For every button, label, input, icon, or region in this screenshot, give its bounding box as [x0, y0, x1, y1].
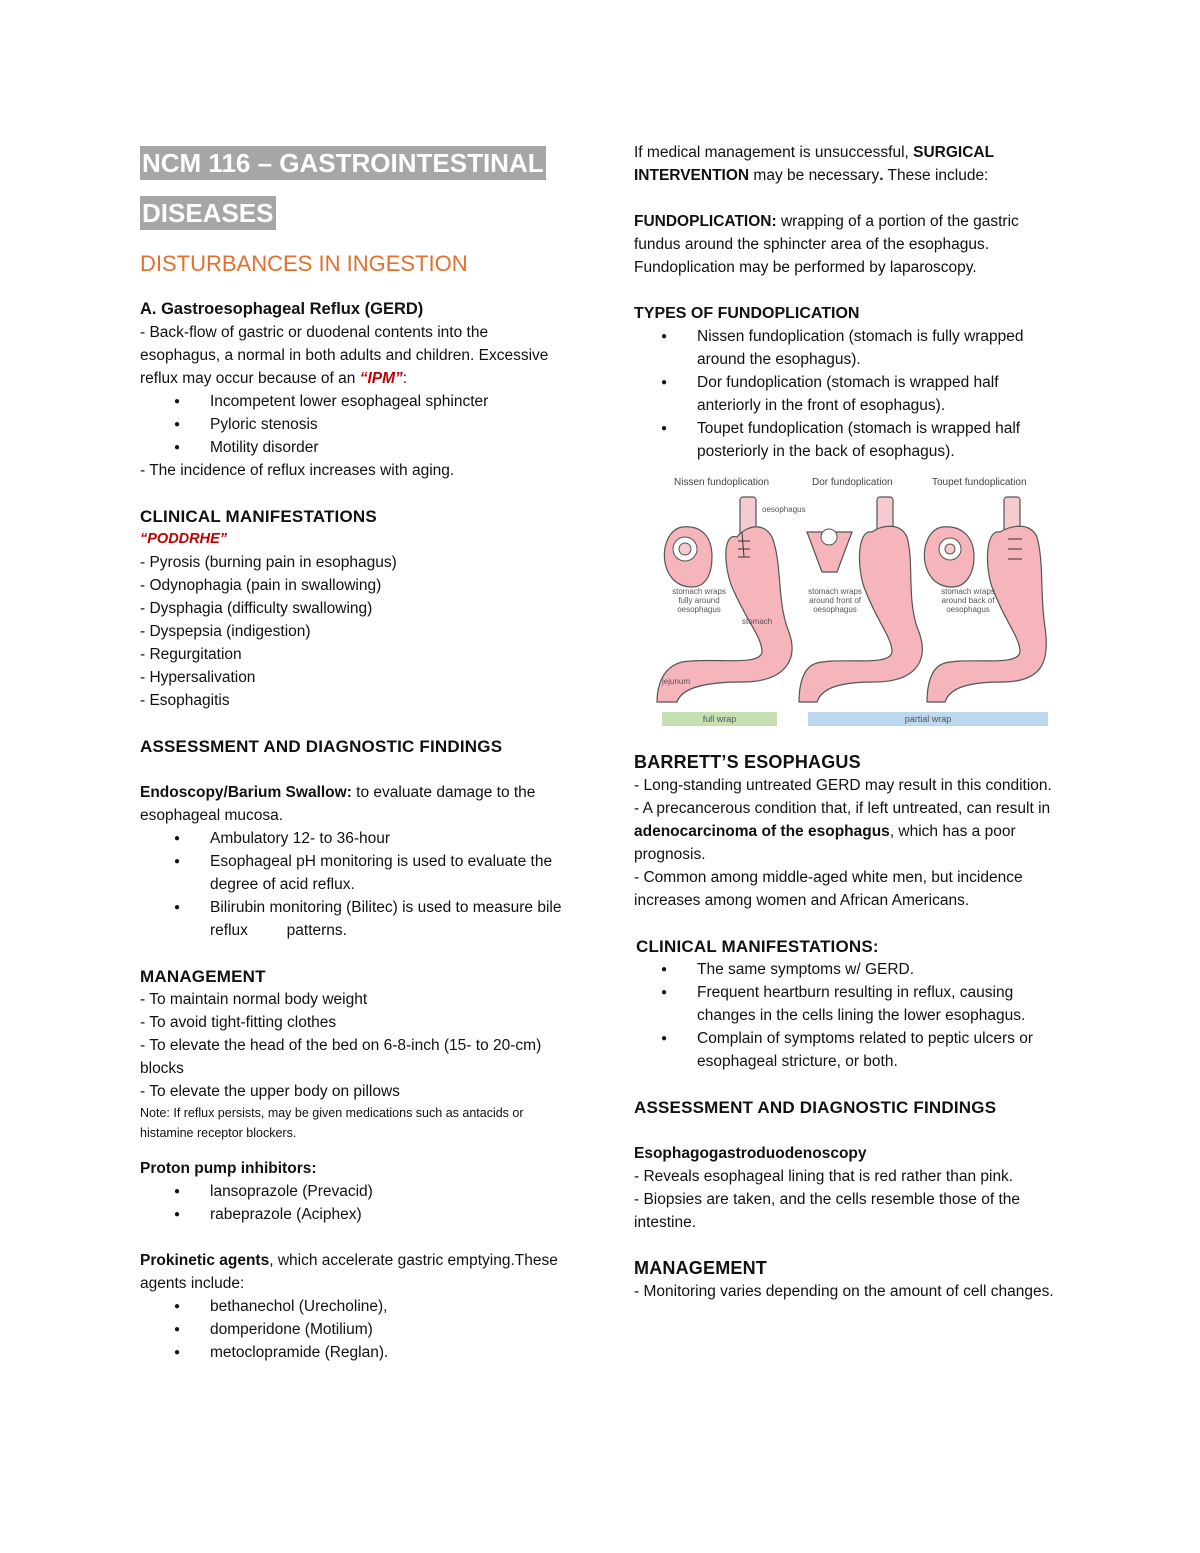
- surgical-text-2: may be necessary: [749, 167, 880, 184]
- types-heading: TYPES OF FUNDOPLICATION: [634, 305, 860, 322]
- list-item: ● Incompetent lower esophageal sphincter: [140, 390, 570, 413]
- nissen-label: Nissen fundoplication: [674, 477, 770, 488]
- barrett-paragraph-1: - Long-standing untreated GERD may result in this condition.: [634, 777, 1052, 794]
- list-item: ● Esophageal pH monitoring is used to evaluate the degree of acid reflux.: [140, 850, 570, 896]
- title-block: [140, 140, 550, 240]
- barrett-paragraph-3: - Common among middle-aged white men, but incidence increases among women and African Americans.: [634, 869, 1023, 909]
- clinical-item: - Regurgitation: [140, 646, 242, 663]
- clinical-item: - Odynophagia (pain in swallowing): [140, 577, 382, 594]
- gerd-intro: [140, 321, 570, 390]
- wrap-label-back: stomach wraps around back of oesophagus: [941, 587, 995, 614]
- list-item: ● Nissen fundoplication (stomach is fully wrapped around the esophagus).: [634, 325, 1064, 371]
- ppi-label: Proton pump inhibitors:: [140, 1160, 317, 1177]
- prokinetic-list: [140, 1295, 570, 1364]
- list-item: ● bethanechol (Urecholine),: [140, 1295, 570, 1318]
- management2-heading: MANAGEMENT: [634, 1258, 767, 1278]
- surgical-intervention: SURGICAL INTERVENTION: [634, 144, 994, 184]
- list-item: ● Complain of symptoms related to peptic ulcers or esophageal stricture, or both.: [634, 1027, 1064, 1073]
- oesophagus-label: oesophagus: [762, 505, 806, 514]
- wrap-label-full: stomach wraps fully around oesophagus: [672, 587, 726, 614]
- clinical-item: - Dysphagia (difficulty swallowing): [140, 600, 373, 617]
- assessment-list: [140, 827, 570, 942]
- surgical-paragraph: [634, 141, 1064, 187]
- fundoplication-text: wrapping of a portion of the gastric fundus around the sphincter area of the esophagus. Fundoplication may be performed by laparoscopy.: [634, 213, 1019, 276]
- list-item: ● Ambulatory 12- to 36-hour: [140, 827, 570, 850]
- fundoplication-paragraph: [634, 210, 1064, 279]
- endoscopy-text: to evaluate damage to the esophageal mucosa.: [140, 784, 536, 824]
- partial-wrap-bar: partial wrap: [808, 712, 1048, 726]
- management-note: Note: If reflux persists, may be given medications such as antacids or histamine receptor blockers.: [140, 1106, 524, 1140]
- surgical-text-3: These include:: [883, 167, 989, 184]
- prokinetic-paragraph: [140, 1249, 570, 1295]
- page-title: NCM 116 – GASTROINTESTINAL DISEASES: [142, 148, 544, 228]
- right-column: [634, 141, 1064, 1303]
- management2-text: - Monitoring varies depending on the amount of cell changes.: [634, 1283, 1054, 1300]
- gerd-causes-list: [140, 390, 570, 459]
- assessment2-item: - Reveals esophageal lining that is red rather than pink.: [634, 1168, 1014, 1185]
- full-wrap-bar: full wrap: [662, 712, 777, 726]
- management-heading: MANAGEMENT: [140, 967, 266, 986]
- clinical-item: - Esophagitis: [140, 692, 230, 709]
- list-item: ● domperidone (Motilium): [140, 1318, 570, 1341]
- prokinetic-text: , which accelerate gastric emptying.These agents include:: [140, 1252, 558, 1292]
- ppi-list: [140, 1180, 570, 1226]
- management-item: - To avoid tight-fitting clothes: [140, 1014, 337, 1031]
- toupet-label: Toupet fundoplication: [932, 477, 1027, 488]
- clinical2-list: [634, 958, 1064, 1073]
- assessment2-heading: ASSESSMENT AND DIAGNOSTIC FINDINGS: [634, 1098, 997, 1117]
- list-item: ● Frequent heartburn resulting in reflux, causing changes in the cells lining the lower esophagus.: [634, 981, 1064, 1027]
- clinical-item: - Dyspepsia (indigestion): [140, 623, 311, 640]
- list-item: ● Pyloric stenosis: [140, 413, 570, 436]
- assessment2-item: - Biopsies are taken, and the cells resemble those of the intestine.: [634, 1191, 1020, 1231]
- gerd-heading: A. Gastroesophageal Reflux (GERD): [140, 300, 424, 318]
- fundoplication-figure: [652, 477, 1052, 729]
- section-heading-ingestion: DISTURBANCES IN INGESTION: [140, 251, 468, 276]
- list-item: ● Toupet fundoplication (stomach is wrapped half posteriorly in the back of esophagus).: [634, 417, 1064, 463]
- list-item: ● Dor fundoplication (stomach is wrapped half anteriorly in the front of esophagus).: [634, 371, 1064, 417]
- left-column: [140, 140, 570, 1364]
- jejunum-label: jejunum: [662, 677, 691, 686]
- wrap-label-front: stomach wraps around front of oesophagus: [808, 587, 862, 614]
- barrett-paragraph-2: [634, 797, 1064, 866]
- types-list: [634, 325, 1064, 463]
- list-item: ● Bilirubin monitoring (Bilitec) is used to measure bile reflux patterns.: [140, 896, 570, 942]
- egd-label: Esophagogastroduodenoscopy: [634, 1145, 867, 1162]
- gerd-intro-text: - Back-flow of gastric or duodenal contents into the esophagus, a normal in both adults and children. Excessive reflux may occur because of an: [140, 324, 549, 387]
- dor-label: Dor fundoplication: [812, 477, 893, 488]
- surgical-text: If medical management is unsuccessful,: [634, 144, 914, 161]
- clinical2-heading: CLINICAL MANIFESTATIONS:: [636, 937, 879, 956]
- list-item: ● metoclopramide (Reglan).: [140, 1341, 570, 1364]
- ipm-mnemonic: “IPM”: [359, 370, 403, 387]
- barrett-heading: BARRETT’S ESOPHAGUS: [634, 752, 861, 772]
- stomach-label: stomach: [742, 617, 773, 626]
- gerd-intro-end: :: [402, 370, 408, 387]
- clinical-heading: CLINICAL MANIFESTATIONS: [140, 507, 377, 526]
- list-item: ● lansoprazole (Prevacid): [140, 1180, 570, 1203]
- management-item: - To maintain normal body weight: [140, 991, 368, 1008]
- prokinetic-label: Prokinetic agents: [140, 1252, 270, 1269]
- fundoplication-label: FUNDOPLICATION:: [634, 213, 777, 230]
- assessment-heading: ASSESSMENT AND DIAGNOSTIC FINDINGS: [140, 737, 503, 756]
- management-item: - To elevate the head of the bed on 6-8-inch (15- to 20-cm) blocks: [140, 1037, 542, 1077]
- barrett-text-2: , which has a poor prognosis.: [634, 823, 1016, 863]
- poddrhe-mnemonic: “PODDRHE”: [140, 531, 228, 547]
- endoscopy-paragraph: [140, 781, 570, 827]
- list-item: ● The same symptoms w/ GERD.: [634, 958, 1064, 981]
- endoscopy-label: Endoscopy/Barium Swallow:: [140, 784, 352, 801]
- barrett-text: - A precancerous condition that, if left untreated, can result in: [634, 800, 1051, 817]
- adenocarcinoma-term: adenocarcinoma of the esophagus: [634, 823, 890, 840]
- gerd-incidence: - The incidence of reflux increases with aging.: [140, 462, 455, 479]
- clinical-item: - Hypersalivation: [140, 669, 256, 686]
- list-item: ● Motility disorder: [140, 436, 570, 459]
- list-item: ● rabeprazole (Aciphex): [140, 1203, 570, 1226]
- surgical-dot: .: [879, 167, 884, 184]
- clinical-item: - Pyrosis (burning pain in esophagus): [140, 554, 397, 571]
- management-item: - To elevate the upper body on pillows: [140, 1083, 400, 1100]
